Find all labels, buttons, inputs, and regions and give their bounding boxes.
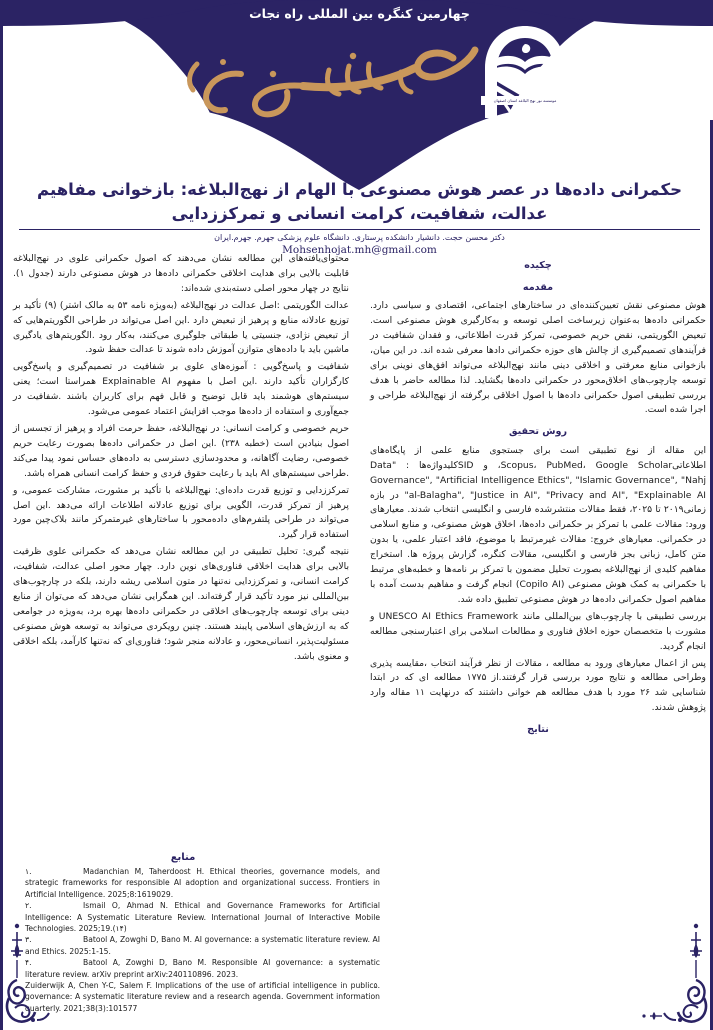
left-column	[13, 252, 349, 666]
method-text-1: این مقاله از نوع تطبیقی است برای جستجوی منابع علمی از پایگاه‌های اطلاعاتیScopus، PubMed، Google Scholar، و SIDکلیدواژه‌ها : "Data Governance", "Artificial Intelligence Ethics", "Islamic Governance", "Nahj al-Balagha", "Justice in AI", "Privacy and AI", "Explainable AI" در بازه زمانی۲۰۱۹ تا ۲۰۲۵، فقط مقالات منتشرشده فارسی و انگلیسی انتخاب شدند. معیارهای ورود: مقالات علمی با تمرکز بر حکمرانی داده‌ها، اخلاق هوش مصنوعی، و منابع اسلامی در حکمرانی. معیارهای خروج: مقالات غیرمرتبط با موضوع، فاقد اعتبار علمی، یا بدون متن کامل، زبانی بجز فارسی و انگلیسی، مقالات کنگره، گزارش پروژه ها. استخراج مفاهیم کلیدی از نهج‌البلاغه بصورت تحلیل مضمون با تمرکز بر نامه‌ها و خطبه‌های مرتبط با حکمرانی به کمک هوش مصنوعی (Copilo AI) انجام گرفت و مفاهیم بدست آمده با مفاهیم اصول حکمرانی داده‌ها در هوش مصنوعی تطبیق داده شد.	[370, 444, 707, 605]
title-block	[11, 178, 708, 256]
axis-3-privacy-human-dignity: حریم خصوصی و کرامت انسانی: در نهج‌البلاغه، حفظ حرمت افراد و پرهیز از تجسس از اصول بنیادین است (خطبه ۲۳۸) .این اصل در حکمرانی داده‌ها بصورت رعایت حریم خصوصی، رضایت آگاهانه، و محدودسازی دسترسی به داده‌های حساس نمود پیدا می‌کند .طراحی سیستم‌های AI باید با رعایت حقوق فردی و حفظ کرامت انسانی همراه باشد.	[13, 422, 349, 479]
reference-item	[25, 980, 380, 1014]
reference-text: Batool A, Zowghi D, Bano M. Responsible AI governance: a systematic literature review. arXiv preprint arXiv:240110896. 2023.	[25, 958, 380, 979]
references-list	[25, 866, 380, 1014]
institution-logo	[475, 22, 575, 134]
conclusion-text: نتیجه گیری: تحلیل تطبیقی در این مطالعه نشان می‌دهد که حکمرانی علوی ظرفیت بالایی برای هدایت اخلاقی فناوری‌های نوین دارد. چهار محور اصلی عدالت، شفافیت، کرامت انسانی، و تمرکززدایی نه‌تنها در متون اسلامی ریشه دارند، بلکه در چارچوب‌های بین‌المللی نیز مورد تأکید قرار گرفته‌اند. این همگرایی نشان می‌دهد که می‌توان از منابع دینی برای توسعه چارچوب‌های اخلاقی در حکمرانی داده‌ها بهره برد، به‌ویژه در جوامعی که به ارزش‌های اسلامی پایبند هستند. چنین رویکردی می‌تواند به توسعه هوش مصنوعی مسئولیت‌پذیر، انسانی‌محور، و عادلانه منجر شود؛ فناوری‌ای که نه‌تنها کارآمد، بلکه اخلاقی و معنوی باشد.	[13, 546, 349, 662]
open-book-mosque-arch-icon	[475, 22, 575, 134]
reference-item	[25, 957, 380, 980]
congress-title: چهارمین کنگره بین المللی راه نجات	[249, 6, 470, 21]
reference-text: Madanchian M, Taherdoost H. Ethical theories, governance models, and strategic frameworks for responsible AI adoption and organizational success. Frontiers in Artificial Intelligence. 2025;8:1619029.	[25, 867, 380, 899]
logo-caption: موسسه نور نهج البلاغه استان اصفهان	[481, 96, 569, 105]
poster-header	[3, 0, 713, 190]
reference-item	[25, 900, 380, 934]
axis-4-decentralization: تمرکززدایی و توزیع قدرت داده‌ای: نهج‌البلاغه با تأکید بر مشورت، مشارکت عمومی، و پرهیز از تمرکز قدرت، الگویی برای توزیع عادلانه اطلاعات ارائه می‌دهد .این اصل می‌تواند در طراحی پلتفرم‌های داده‌محور با ساختارهای غیرمتمرکز مانند بلاک‌چین مورد استفاده قرار گیرد.	[13, 484, 349, 541]
reference-text: Ismail O, Ahmad N. Ethical and Governance Frameworks for Artificial Intelligence: A Systematic Literature Review. International Journal of Interactive Mobile Technologies. 2025;19.(۱۴)	[25, 901, 380, 933]
author-email: Mohsenhojat.mh@gmail.com	[282, 243, 437, 256]
reference-item	[25, 934, 380, 957]
reference-number: ۵.	[373, 980, 380, 990]
reference-text: Zuiderwijk A, Chen Y-C, Salem F. Implications of the use of artificial intelligence in public governance: A systematic literature review and a research agenda. Government information quarterly. 2021;38(3):101577	[25, 980, 380, 1013]
right-column	[370, 252, 706, 742]
reference-item	[25, 866, 380, 900]
results-heading: نتایج	[527, 724, 549, 736]
page-title: حکمرانی داده‌ها در عصر هوش مصنوعی با الهام از نهج‌البلاغه: بازخوانی مفاهیم عدالت، شفافیت، کرامت انسانی و تمرکززدایی	[19, 178, 700, 230]
method-heading: روش تحقیق	[508, 426, 568, 438]
introduction-heading: مقدمه	[522, 281, 554, 293]
abstract-heading: چکیده	[524, 260, 552, 271]
ornament-bottom-right	[640, 920, 710, 1030]
content-columns	[13, 252, 706, 862]
axis-2-transparency-accountability: شفافیت و پاسخ‌گویی : آموزه‌های علوی بر شفافیت در تصمیم‌گیری و پاسخ‌گویی کارگزاران تأکید دارند .این اصل با مفهوم Explainable AI همراستا است؛ یعنی سیستم‌های هوشمند باید قابل توضیح و قابل فهم برای کاربران باشند .شفافیت در جمع‌آوری و استفاده از داده‌ها موجب افزایش اعتماد عمومی می‌شود.	[13, 361, 349, 418]
findings-text: محتوای‌یافته‌های این مطالعه نشان می‌دهند که اصول حکمرانی علوی در نهج‌البلاغه قابلیت بالایی برای هدایت اخلاقی حکمرانی داده‌ها در هوش مصنوعی دارند (جدول ۱). نتایج در چهار محور اصلی دسته‌بندی شده‌اند:	[13, 253, 349, 294]
reference-text: Batool A, Zowghi D, Bano M. AI governance: a systematic literature review. AI and Ethics. 2025:1-15.	[25, 935, 380, 956]
reference-number: ۴.	[25, 958, 32, 968]
method-text-2: بررسی تطبیقی با چارچوب‌های بین‌المللی مانند UNESCO AI Ethics Framework و مشورت با متخصصان حوزه اخلاق فناوری و مطالعات اسلامی برای اعتبارسنجی مطالعه انجام گردید.	[370, 610, 707, 652]
references-heading: منابع	[170, 852, 196, 863]
reference-number: ۱.	[25, 867, 32, 876]
introduction-text: هوش مصنوعی نقش تعیین‌کننده‌ای در ساختارهای اجتماعی، اقتصادی و سیاسی دارد. حکمرانی داده‌ها به‌عنوان زیرساخت اصلی توسعه و به‌کارگیری هوش مصنوعی است. تبعیض الگوریتمی، نقض حریم خصوصی، تمرکز قدرت اطلاعاتی، و فقدان شفافیت در فرآیندهای تصمیم‌گیری از چالش های حوزه حکمرانی دادها معرفی شده اند. در این میان، بازخوانی منابع معرفتی و اخلاقی دینی مانند نهج‌البلاغه می‌تواند افق‌های نوینی برای توسعه چارچوب‌های اخلاق‌محور در حکمرانی داده‌ها بگشاید. لذا مطالعه حاضر با هدف بررسی تطبیقی اصول حکمرانی داده‌ها با اصول اخلاقی برگرفته از نهج‌البلاغه طراحی و اجرا شده است.	[370, 300, 706, 416]
author-affiliation: دکتر محسن حجت. دانشیار دانشکده پرستاری. دانشگاه علوم پزشکی جهرم. جهرم.ایران	[214, 232, 505, 242]
ornament-bottom-left	[3, 920, 63, 1030]
reference-number: ۳.	[25, 935, 32, 945]
axis-1-algorithmic-justice: عدالت الگوریتمی :اصل عدالت در نهج‌البلاغه (به‌ویژه نامه ۵۳ به مالک اشتر) (۹) تأکید بر توزیع عادلانه منابع و پرهیز از تبعیض دارد .این اصل می‌تواند در طراحی الگوریتم‌هایی که از تبعیض نژادی، جنسیتی یا طبقاتی جلوگیری می‌کنند، به‌کار رود .الگوریتم‌های یادگیری ماشین باید با داده‌های متوازن آموزش داده شوند تا عدالت حفظ شود.	[13, 299, 349, 356]
method-text-3: پس از اعمال معیارهای ورود به مطالعه ، مقالات از نظر فرآیند انتخاب ،مقایسه پذیری وطراحی مطالعه و نتایج مورد بررسی قرار گرفتند.از ۱۷۷۵ مطالعه ای که در ابتدا شناسایی شد ۲۶ مورد با هدف مطالعه هم خوانی داشتند که درنهایت ۱۱ مقاله وارد پژوهش شدند.	[370, 657, 707, 714]
reference-number: ۲.	[25, 901, 32, 911]
calligraphy-logotype	[153, 28, 483, 128]
